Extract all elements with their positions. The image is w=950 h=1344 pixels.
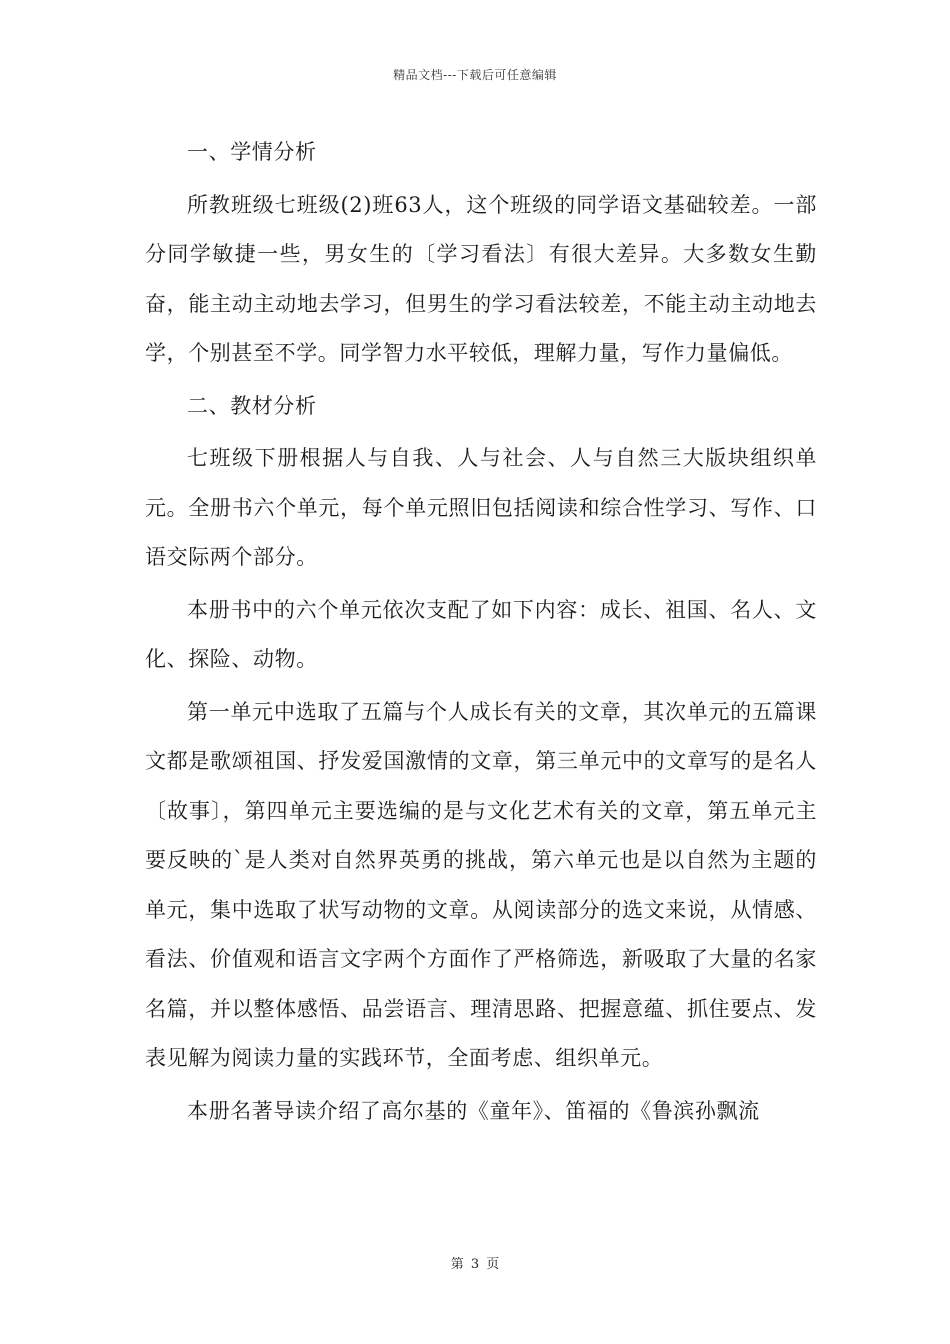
paragraph: 本册名著导读介绍了高尔基的《童年》、笛福的《鲁滨孙飘流	[187, 1098, 760, 1123]
body-text	[145, 128, 817, 1139]
paragraph: 七班级下册根据人与自我、人与社会、人与自然三大版块组织单元。全册书六个单元，每个单元照旧包括阅读和综合性学习、写作、口语交际两个部分。	[145, 446, 817, 569]
section-heading-student-analysis: 一、学情分析	[187, 140, 317, 164]
page-number: 第 3 页	[450, 1257, 500, 1272]
paragraph: 所教班级七班级(2)班63人，这个班级的同学语文基础较差。一部分同学敏捷一些，男女生的〔学习看法〕有很大差异。大多数女生勤奋，能主动主动地去学习，但男生的学习看法较差，不能主动主动地去学，个别甚至不学。同学智力水平较低，理解力量，写作力量偏低。	[145, 192, 817, 365]
paragraph: 本册书中的六个单元依次支配了如下内容：成长、祖国、名人、文化、探险、动物。	[145, 597, 817, 671]
section-heading-textbook-analysis: 二、教材分析	[187, 393, 317, 418]
paragraph: 第一单元中选取了五篇与个人成长有关的文章，其次单元的五篇课文都是歌颂祖国、抒发爱国激情的文章，第三单元中的文章写的是名人〔故事〕，第四单元主要选编的是与文化艺术有关的文章，第五单元主要反映的`是人类对自然界英勇的挑战，第六单元也是以自然为主题的单元，集中选取了状写动物的文章。从阅读部分的选文来说，从情感、看法、价值观和语言文字两个方面作了严格筛选，新吸取了大量的名家名篇，并以整体感悟、品尝语言、理清思路、把握意蕴、抓住要点、发表见解为阅读力量的实践环节，全面考虑、组织单元。	[145, 699, 817, 1070]
page-header: 精品文档---下载后可任意编辑	[393, 68, 557, 82]
